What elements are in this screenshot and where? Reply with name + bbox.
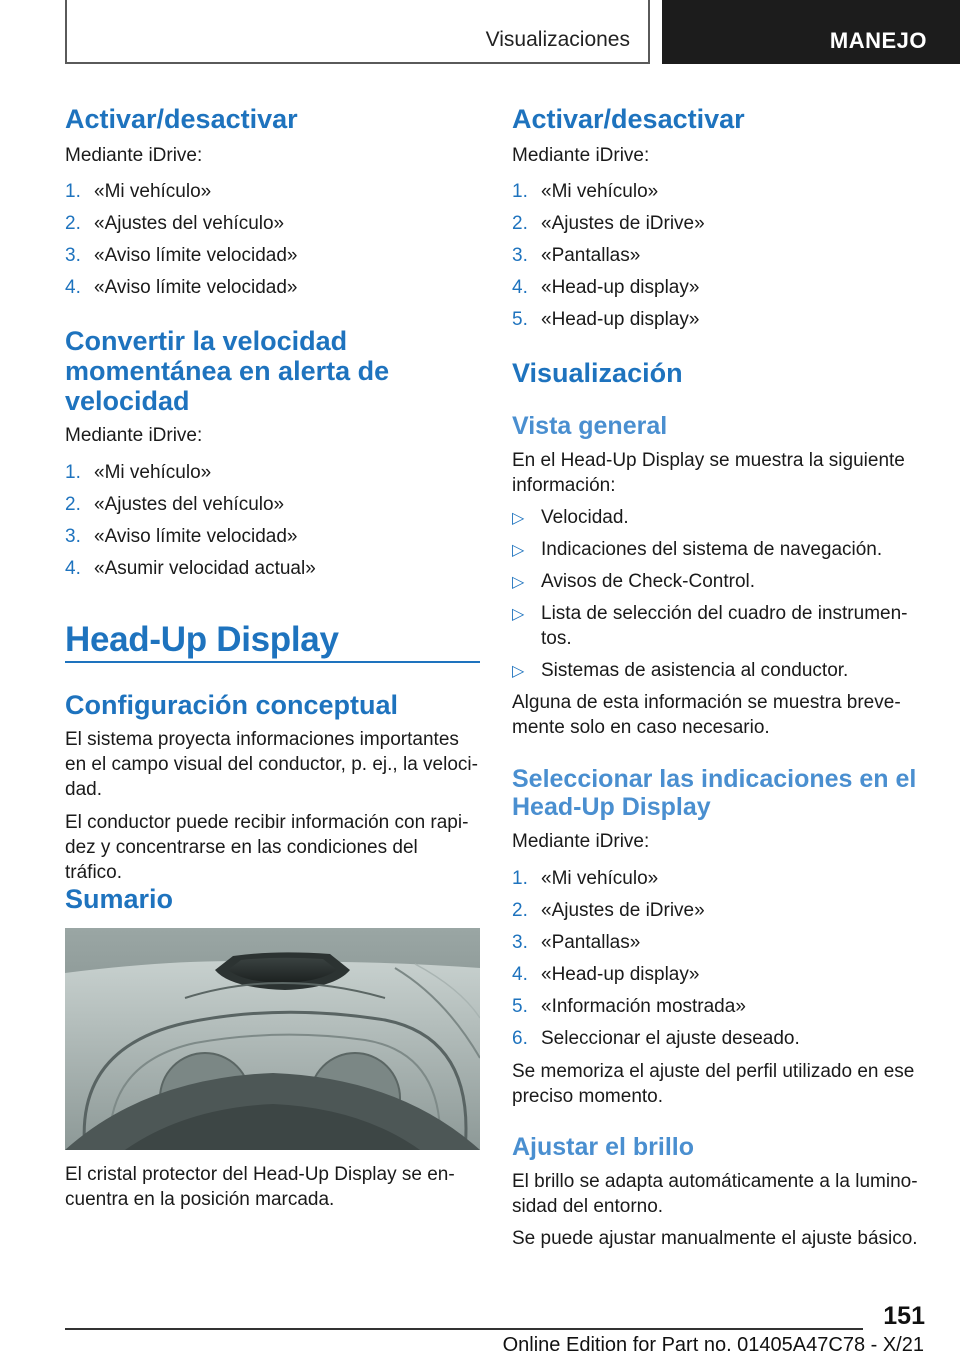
triangle-bullet-icon: ▷ [512,542,525,559]
right-activar-heading: Activar/desactivar [512,104,745,134]
sumario-heading: Sumario [65,884,174,914]
brillo-paragraph-2: Se puede ajustar manualmente el ajuste básico. [512,1228,918,1249]
list-item: 3. «Pantallas» [512,932,641,953]
bullet-item: ▷ Sistemas de asistencia al conductor. [512,658,932,683]
list-item: 1. «Mi vehículo» [65,462,212,483]
vista-general-heading: Vista general [512,412,668,440]
visualizacion-heading: Visualización [512,358,683,388]
seleccionar-intro: Mediante iDrive: [512,831,650,852]
page-number: 151 [883,1302,925,1330]
bullet-item: ▷ Indicaciones del sistema de navegación. [512,537,932,562]
triangle-bullet-icon: ▷ [512,510,525,527]
hud-chapter-heading: Head-Up Display [65,620,339,659]
bullet-item: ▷ Velocidad. [512,505,932,530]
footer-edition-text: Online Edition for Part no. 01405A47C78 - X/21 [502,1334,924,1356]
header-section-title: Visualizaciones [485,28,630,51]
list-item: 2. «Ajustes del vehículo» [65,213,285,234]
header-section-box [65,0,650,64]
list-item: 4. «Head-up display» [512,964,700,985]
heading-rule [65,661,480,663]
left-convertir-heading: Convertir la velocidad momentánea en alerta de velocidad [65,326,390,416]
bullet-item: ▷ Lista de selección del cuadro de instrumen‐ tos. [512,603,908,649]
list-item: 5. «Head-up display» [512,309,700,330]
list-item: 6. Seleccionar el ajuste deseado. [512,1028,800,1049]
list-item: 3. «Aviso límite velocidad» [65,526,298,547]
config-paragraph-2: El conductor puede recibir información con rapi‐ dez y concentrarse en las condiciones del tráfico. [65,812,469,883]
header-chapter-tab [662,0,960,64]
triangle-bullet-icon: ▷ [512,663,525,680]
brillo-paragraph-1: El brillo se adapta automáticamente a la lumino‐ sidad del entorno. [512,1171,918,1217]
list-item: 2. «Ajustes de iDrive» [512,900,705,921]
list-item: 4. «Asumir velocidad actual» [65,558,316,579]
header-chapter-label: MANEJO [829,28,927,53]
left-activar-intro: Mediante iDrive: [65,145,203,166]
config-heading: Configuración conceptual [65,690,399,720]
list-item: 4. «Head-up display» [512,277,700,298]
figure-caption: El cristal protector del Head-Up Display se en‐ cuentra en la posición marcada. [65,1164,455,1210]
list-item: 2. «Ajustes de iDrive» [512,213,705,234]
hud-dashboard-illustration [65,928,480,1150]
list-item: 1. «Mi vehículo» [512,868,659,889]
vista-intro: En el Head-Up Display se muestra la siguiente información: [512,450,905,496]
seleccionar-after-paragraph: Se memoriza el ajuste del perfil utilizado en ese preciso momento. [512,1061,915,1107]
list-item: 5. «Información mostrada» [512,996,746,1017]
triangle-bullet-icon: ▷ [512,574,525,591]
brillo-heading: Ajustar el brillo [512,1133,694,1161]
footer-rule [65,1328,863,1330]
list-item: 4. «Aviso límite velocidad» [65,277,298,298]
list-item: 3. «Pantallas» [512,245,641,266]
left-activar-heading: Activar/desactivar [65,104,298,134]
seleccionar-heading: Seleccionar las indicaciones en el Head-Up Display [512,765,917,821]
triangle-bullet-icon: ▷ [512,606,525,623]
right-activar-intro: Mediante iDrive: [512,145,650,166]
bullet-item: ▷ Avisos de Check-Control. [512,569,932,594]
list-item: 1. «Mi vehículo» [512,181,659,202]
list-item: 2. «Ajustes del vehículo» [65,494,285,515]
list-item: 1. «Mi vehículo» [65,181,212,202]
left-convertir-intro: Mediante iDrive: [65,425,203,446]
list-item: 3. «Aviso límite velocidad» [65,245,298,266]
config-paragraph-1: El sistema proyecta informaciones importantes en el campo visual del conductor, p. ej., la veloci‐ dad. [65,729,478,800]
vista-after-paragraph: Alguna de esta información se muestra breve‐ mente solo en caso necesario. [512,692,901,738]
